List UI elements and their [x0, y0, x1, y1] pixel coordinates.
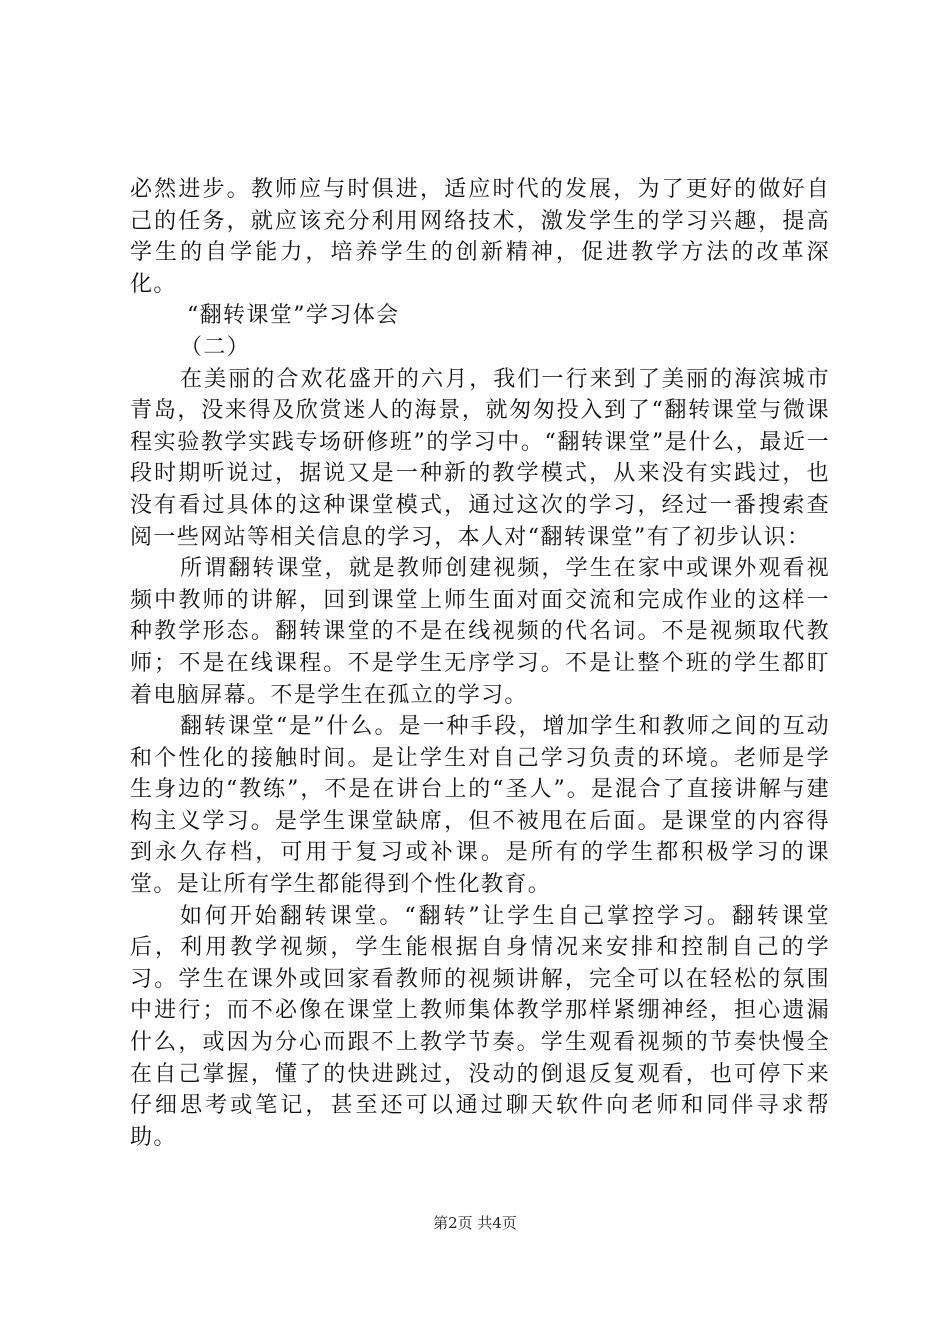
section-title: “翻转课堂”学习体会	[187, 303, 400, 329]
paragraph: 在美丽的合欢花盛开的六月，我们一行来到了美丽的海滨城市青岛，没来得及欣赏迷人的海景，就匆匆投入到了“翻转课堂与微课程实验教学实践专场研修班”的学习中。“翻转课堂”是什么，最近一段时期听说过，据说又是一种新的教学模式，从来没有实践过，也没有看过具体的这种课堂模式，通过这次的学习，经过一番搜索查阅一些网站等相关信息的学习，本人对“翻转课堂”有了初步认识：	[130, 366, 830, 550]
continued-paragraph: 必然进步。教师应与时俱进，适应时代的发展，为了更好的做好自己的任务，就应该充分利用网络技术，激发学生的学习兴趣，提高学生的自学能力，培养学生的创新精神，促进教学方法的改革深化。	[130, 177, 830, 297]
section-number: （二）	[180, 334, 251, 360]
paragraph: 所谓翻转课堂，就是教师创建视频，学生在家中或课外观看视频中教师的讲解，回到课堂上师生面对面交流和完成作业的这样一种教学形态。翻转课堂的不是在线视频的代名词。不是视频取代教师；不是在线课程。不是学生无序学习。不是让整个班的学生都盯着电脑屏幕。不是学生在孤立的学习。	[130, 556, 830, 708]
document-body	[130, 174, 830, 1153]
page-footer: 第2页 共4页	[433, 1214, 517, 1232]
paragraph: 翻转课堂“是”什么。是一种手段，增加学生和教师之间的互动和个性化的接触时间。是让学生对自己学习负责的环境。老师是学生身边的“教练”，不是在讲台上的“圣人”。是混合了直接讲解与建构主义学习。是学生课堂缺席，但不被甩在后面。是课堂的内容得到永久存档，可用于复习或补课。是所有的学生都积极学习的课堂。是让所有学生都能得到个性化教育。	[130, 714, 830, 898]
paragraph: 如何开始翻转课堂。“翻转”让学生自己掌控学习。翻转课堂后，利用教学视频，学生能根据自身情况来安排和控制自己的学习。学生在课外或回家看教师的视频讲解，完全可以在轻松的氛围中进行；而不必像在课堂上教师集体教学那样紧绷神经，担心遗漏什么，或因为分心而跟不上教学节奏。学生观看视频的节奏快慢全在自己掌握，懂了的快进跳过，没动的倒退反复观看，也可停下来仔细思考或笔记，甚至还可以通过聊天软件向老师和同伴寻求帮助。	[130, 903, 830, 1150]
